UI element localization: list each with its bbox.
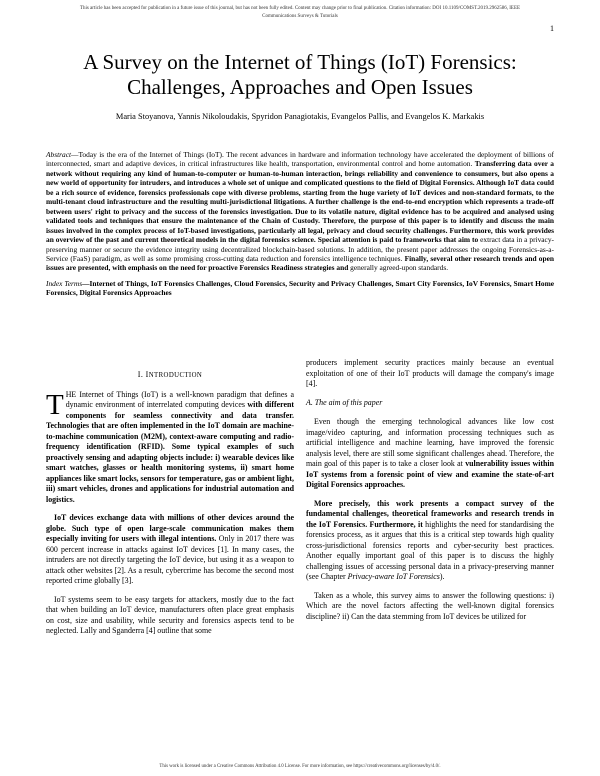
abstract-text-1: —Today is the era of the Internet of Things (IoT). The recent advances in hardware and information technology have accelerated the deployment of billions of interconnected, smart and adaptive devices, in critical infrastructures like health, transportation, environmental control and home automation. <box>46 150 554 169</box>
intro-paragraph-2 <box>46 513 294 587</box>
aim-p2-rest: highlights the need for standardising the forensics process, as it argues that this is a critical step towards high quality cross-jurisdictional forensics reports and cyber-security best practices. Another equally important goal of this paper is to discuss the highly challenging issues of accessing personal data in a privacy-preserving manner (see Chapter <box>306 519 554 581</box>
aim-p2-bold: More precisely, this work presents a compact survey of the fundamental challenges, theoretical frameworks and research trends in the IoT Forensics. Furthermore, it <box>306 498 554 529</box>
abstract-text-bold-1: Transferring data over a network without requiring any kind of human-to-computer or human-to-human interaction, brings reliability and convenience to consumers, but also opens a new world of opportunity for intruders, and introduces a whole set of unique and complicated questions to the field of Digital Forensics. Although IoT data could be a rich source of evidence, forensics professionals cope with diverse problems, starting from the huge variety of IoT devices and non-standard formats, to the multi-tenant cloud infrastructure and the resulting multi-jurisdictional litigations. A further challenge is the end-to-end encryption which represents a trade-off between users' right to privacy and the success of the forensics investigation. Due to its volatile nature, digital evidence has to be acquired and analysed using validated tools and techniques that ensure the maintenance of the Chain of Custody. Therefore, the purpose of this paper is to identify and discuss the main issues involved in the complex process of IoT-based investigations, particularly all legal, privacy and cloud security challenges. Furthermore, this work provides an overview of the past and current theoretical models in the digital forensics science. Special attention is paid to frameworks that aim to <box>46 159 554 245</box>
license-footer: This work is licensed under a Creative Commons Attribution 4.0 License. For more information, see https://creativecommons.org/licenses/by/4.0/. <box>159 764 441 769</box>
intro-paragraph-3: IoT systems seem to be easy targets for attackers, mostly due to the fact that when building an IoT device, manufacturers often place great emphasis on cost, size and usability, while security and forensics aspects tend to be neglected. Lally and Sganderra [4] outline that some <box>46 594 294 635</box>
abstract-text-bold-2: Finally, several other research trends and open issues are presented, with emphasis on the need for proactive Forensics Readiness strategies and <box>46 253 555 273</box>
abstract-body <box>46 150 554 273</box>
aim-paragraph-3: Taken as a whole, this survey aims to answer the following questions: i) Which are the novel factors affecting the well-known digital forensics discipline? ii) Can the data stemming from IoT devices be utilized for <box>306 590 554 621</box>
title-line-1: A Survey on the Internet of Things (IoT) Forensics: <box>83 50 517 74</box>
continued-paragraph: producers implement security practices mainly because an eventual exploitation of one of their IoT products will damage the company's image [4]. <box>306 358 554 388</box>
title-line-2: Challenges, Approaches and Open Issues <box>127 75 473 99</box>
aim-p2-italic: Privacy-aware IoT Forensics <box>347 572 440 581</box>
drop-cap: T <box>46 388 64 421</box>
section-initial: I <box>145 370 149 379</box>
index-terms <box>46 279 554 298</box>
aim-p2-end: ). <box>439 572 445 581</box>
left-column <box>46 358 294 645</box>
section-title-rest: NTRODUCTION <box>148 372 203 379</box>
header-citation-line: This article has been accepted for publication in a future issue of this journal, but has not been fully edited. Content may change prior to final publication. Citation information: DOI 10.1109/COMST.2019.2962586, IEEE <box>79 6 521 11</box>
abstract-text-3: generally agreed-upon standards. <box>348 263 449 273</box>
intro-p2-bold: IoT devices exchange data with millions of other devices around the globe. Such type of open large-scale communication makes them especially inviting for users with illegal intentions. <box>46 513 294 543</box>
page-number: 1 <box>550 24 554 33</box>
intro-p2-rest: Only in 2017 there was 600 percent increase in attacks against IoT devices [1]. In many cases, the intruders are not directly targeting the IoT device, but using it as a weapon to attack other websites [2]. As a result, cybercrime has become the second most reported crime globally [3]. <box>46 534 294 585</box>
aim-paragraph-1 <box>306 417 554 491</box>
intro-p1-lead: HE Internet of Things (IoT) is a well-known paradigm that defines a dynamic environment of interrelated computing devices <box>65 389 294 409</box>
intro-p1-bold: with different components for seamless connectivity and data transfer. Technologies that are often implemented in the IoT domain are machine-to-machine communication (M2M), context-aware computing and radio-frequency identification (RFID). Some typical examples of such proactively sensing and adapting objects include: i) wearable devices like smart watches, glasses or health monitoring systems, ii) smart home appliances like smart locks, sensors for temperature, gas or ambient light, iii) smart vehicles, drones and applications for industrial automation and logistics. <box>46 400 294 504</box>
journal-header <box>30 5 570 21</box>
intro-paragraph-1 <box>46 390 294 506</box>
right-column <box>306 358 554 630</box>
section-heading-introduction <box>46 370 294 382</box>
header-journal-line: Communications Surveys & Tutorials <box>262 14 338 19</box>
abstract-label: Abstract <box>46 150 72 159</box>
index-terms-label: Index Terms <box>46 278 83 288</box>
aim-paragraph-2 <box>306 499 554 583</box>
aim-p1-lead: Even though the emerging technological advances like low cost image/video capturing, and information processing techniques such as artificial intelligence and machine learning, have improved the forensic analysis level, there are still some significant challenges ahead. Therefore, the main goal of this paper is to take a closer look at <box>306 417 554 468</box>
subsection-heading-aim: A. The aim of this paper <box>306 397 383 407</box>
index-terms-text: —Internet of Things, IoT Forensics Challenges, Cloud Forensics, Security and Privacy Challenges, Smart City Forensics, IoV Forensics, Smart Home Forensics, Digital Forensics Approaches <box>46 278 555 298</box>
abstract <box>46 150 554 298</box>
abstract-text-2: extract data in a privacy-preserving manner or secure the evidence integrity using decentralized blockchain-based solutions. In addition, the present paper addresses the ongoing Forensics-as-a-Service (FaaS) paradigm, as well as some promising cross-cutting data reduction and forensics intelligence techniques. <box>46 235 554 263</box>
author-list: Maria Stoyanova, Yannis Nikoloudakis, Spyridon Panagiotakis, Evangelos Pallis, and Evangelos K. Markakis <box>115 112 485 121</box>
aim-p1-bold: vulnerability issues within IoT systems from a forensic point of view and examine the state-of-art Digital Forensics approaches. <box>306 459 554 489</box>
paper-title <box>30 50 570 100</box>
section-numeral: I. <box>137 370 146 379</box>
